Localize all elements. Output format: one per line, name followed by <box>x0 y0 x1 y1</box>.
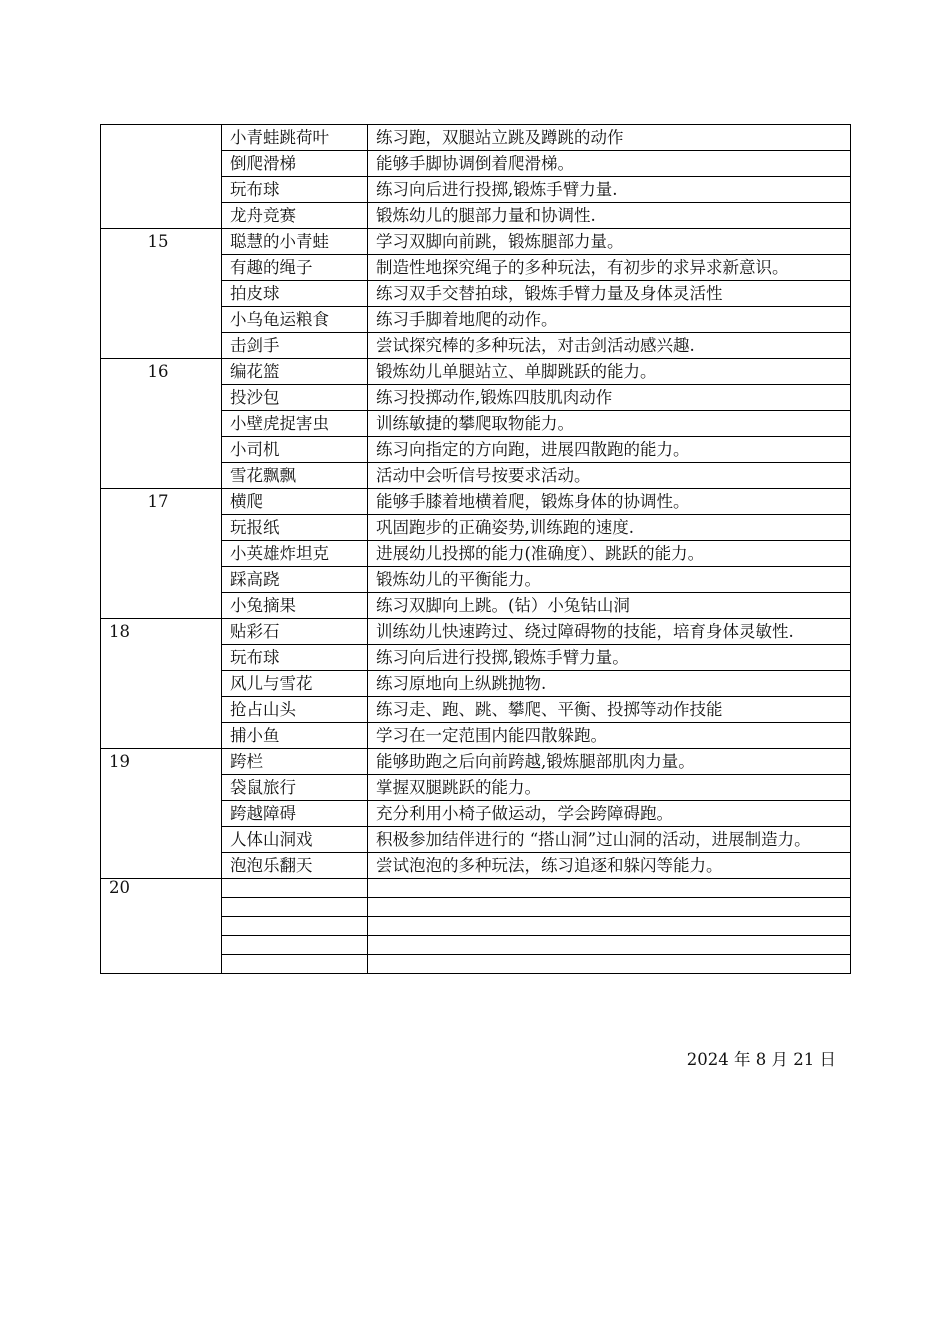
activity-name: 踩高跷 <box>222 567 368 593</box>
activity-name <box>222 917 368 936</box>
week-number: 16 <box>147 362 169 381</box>
activity-goal: 训练敏捷的攀爬取物能力。 <box>368 411 851 437</box>
activity-goal: 进展幼儿投掷的能力(准确度）、跳跃的能力。 <box>368 541 851 567</box>
activity-name: 倒爬滑梯 <box>222 151 368 177</box>
week-number: 17 <box>147 492 169 511</box>
activity-name: 小青蛙跳荷叶 <box>222 125 368 151</box>
activity-goal: 练习向后进行投掷,锻炼手臂力量。 <box>368 645 851 671</box>
activity-name: 小兔摘果 <box>222 593 368 619</box>
activity-name: 击剑手 <box>222 333 368 359</box>
activity-goal: 掌握双腿跳跃的能力。 <box>368 775 851 801</box>
activity-goal: 练习手脚着地爬的动作。 <box>368 307 851 333</box>
table-row <box>101 125 851 151</box>
activity-goal: 锻炼幼儿的腿部力量和协调性. <box>368 203 851 229</box>
activity-name: 贴彩石 <box>222 619 368 645</box>
activity-name: 捕小鱼 <box>222 723 368 749</box>
activity-name: 龙舟竞赛 <box>222 203 368 229</box>
activity-name: 风儿与雪花 <box>222 671 368 697</box>
activity-goal <box>368 917 851 936</box>
activity-goal: 练习向指定的方向跑，进展四散跑的能力。 <box>368 437 851 463</box>
table-row <box>101 489 851 515</box>
activity-goal: 能够手膝着地横着爬，锻炼身体的协调性。 <box>368 489 851 515</box>
activity-name: 小英雄炸坦克 <box>222 541 368 567</box>
week-cell <box>101 125 222 229</box>
activity-goal: 巩固跑步的正确姿势,训练跑的速度. <box>368 515 851 541</box>
activity-goal: 练习向后进行投掷,锻炼手臂力量. <box>368 177 851 203</box>
activity-goal: 制造性地探究绳子的多种玩法，有初步的求异求新意识。 <box>368 255 851 281</box>
activity-name: 小壁虎捉害虫 <box>222 411 368 437</box>
activity-goal: 充分利用小椅子做运动，学会跨障碍跑。 <box>368 801 851 827</box>
activity-name: 聪慧的小青蛙 <box>222 229 368 255</box>
activity-name: 雪花飘飘 <box>222 463 368 489</box>
activity-name: 跨栏 <box>222 749 368 775</box>
week-cell <box>101 489 222 619</box>
activity-name: 小乌龟运粮食 <box>222 307 368 333</box>
activity-goal <box>368 955 851 974</box>
activity-name: 玩布球 <box>222 645 368 671</box>
activity-name <box>222 955 368 974</box>
activity-name: 跨越障碍 <box>222 801 368 827</box>
activity-goal: 尝试探究棒的多种玩法，对击剑活动感兴趣. <box>368 333 851 359</box>
week-number: 18 <box>109 622 130 641</box>
activity-goal <box>368 898 851 917</box>
activity-goal: 活动中会听信号按要求活动。 <box>368 463 851 489</box>
activity-name: 小司机 <box>222 437 368 463</box>
activity-goal: 尝试泡泡的多种玩法，练习追逐和躲闪等能力。 <box>368 853 851 879</box>
week-number: 20 <box>109 878 130 897</box>
activity-name: 有趣的绳子 <box>222 255 368 281</box>
activity-goal <box>368 879 851 898</box>
table-row <box>101 619 851 645</box>
activity-goal: 锻炼幼儿单腿站立、单脚跳跃的能力。 <box>368 359 851 385</box>
activity-goal: 学习双脚向前跳，锻炼腿部力量。 <box>368 229 851 255</box>
activity-goal: 练习双手交替拍球，锻炼手臂力量及身体灵活性 <box>368 281 851 307</box>
activity-table <box>100 124 851 974</box>
activity-name: 人体山洞戏 <box>222 827 368 853</box>
week-cell <box>101 359 222 489</box>
activity-name: 袋鼠旅行 <box>222 775 368 801</box>
week-cell <box>101 879 222 974</box>
table-row <box>101 359 851 385</box>
activity-goal: 练习走、跑、跳、攀爬、平衡、投掷等动作技能 <box>368 697 851 723</box>
activity-name: 玩布球 <box>222 177 368 203</box>
activity-name: 玩报纸 <box>222 515 368 541</box>
activity-name: 抢占山头 <box>222 697 368 723</box>
week-cell <box>101 749 222 879</box>
week-number: 19 <box>109 752 130 771</box>
document-date: 2024 年 8 月 21 日 <box>686 1050 836 1069</box>
table-row <box>101 749 851 775</box>
activity-name <box>222 898 368 917</box>
activity-table-body <box>101 125 851 974</box>
activity-goal: 练习跑，双腿站立跳及蹲跳的动作 <box>368 125 851 151</box>
activity-goal: 能够助跑之后向前跨越,锻炼腿部肌肉力量。 <box>368 749 851 775</box>
activity-name: 泡泡乐翻天 <box>222 853 368 879</box>
table-row <box>101 229 851 255</box>
table-row <box>101 879 851 898</box>
activity-name: 拍皮球 <box>222 281 368 307</box>
week-cell <box>101 229 222 359</box>
activity-name: 投沙包 <box>222 385 368 411</box>
activity-goal: 锻炼幼儿的平衡能力。 <box>368 567 851 593</box>
activity-name <box>222 879 368 898</box>
activity-goal: 训练幼儿快速跨过、绕过障碍物的技能，培育身体灵敏性. <box>368 619 851 645</box>
activity-goal: 练习原地向上纵跳抛物. <box>368 671 851 697</box>
activity-goal: 积极参加结伴进行的 “搭山洞”过山洞的活动，进展制造力。 <box>368 827 851 853</box>
activity-goal <box>368 936 851 955</box>
activity-goal: 练习双脚向上跳。(钻）小兔钻山洞 <box>368 593 851 619</box>
activity-name: 横爬 <box>222 489 368 515</box>
week-number: 15 <box>147 232 169 251</box>
activity-name <box>222 936 368 955</box>
activity-goal: 能够手脚协调倒着爬滑梯。 <box>368 151 851 177</box>
activity-goal: 学习在一定范围内能四散躲跑。 <box>368 723 851 749</box>
activity-name: 编花篮 <box>222 359 368 385</box>
activity-goal: 练习投掷动作,锻炼四肢肌肉动作 <box>368 385 851 411</box>
week-cell <box>101 619 222 749</box>
